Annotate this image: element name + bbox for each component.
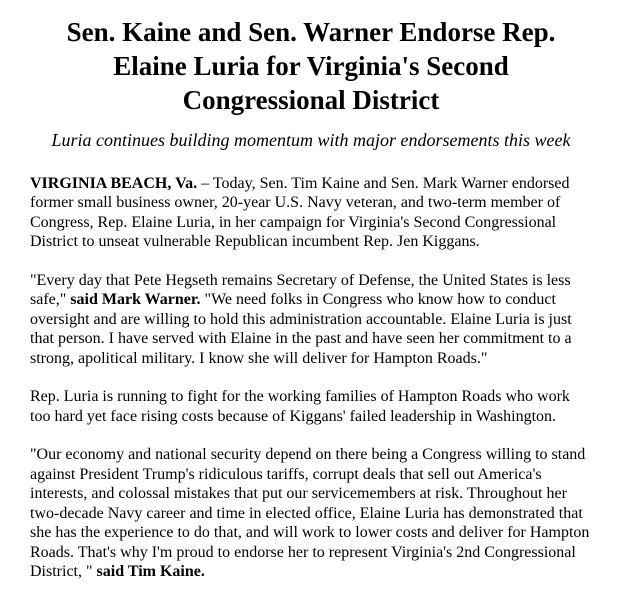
- subtitle: Luria continues building momentum with major endorsements this week: [51, 130, 571, 151]
- bold-text-run: said Tim Kaine.: [96, 563, 205, 581]
- text-run: "We need folks in Congress who know how to conduct oversight and are willing to hold this administration accountable. Elaine Luria is just that person. I have served with Elaine in the past and have seen her commitment to a strong, apolitical military. I know she will deliver for Hampton Roads.": [30, 291, 572, 367]
- text-run: Rep. Luria is running to fight for the working families of Hampton Roads who work too hard yet face rising costs because of Kiggans' failed leadership in Washington.: [30, 388, 570, 425]
- text-run: "Every day that Pete Hegseth remains Secretary of Defense, the United States is less safe,": [30, 271, 571, 309]
- article-body: [30, 174, 592, 582]
- bold-text-run: VIRGINIA BEACH, Va.: [30, 174, 198, 192]
- text-run: – Today, Sen. Tim Kaine and Sen. Mark Warner endorsed former small business owner, 20-year U.S. Navy veteran, and two-term member of Congress, Rep. Elaine Luria, in her campaign for Virginia's Second Congressional District to unseat vulnerable Republican incumbent Rep. Jen Kiggans.: [30, 174, 570, 251]
- text-run: "Our economy and national security depend on there being a Congress willing to stand against President Trump's ridiculous tariffs, corrupt deals that sell out America's interests, and colossal mistakes that put our servicemembers at risk. Throughout her two-decade Navy career and time in elected office, Elaine Luria has demonstrated that she has the experience to do that, and will work to lower costs and deliver for Hampton Roads. That's why I'm proud to endorse her to represent Virginia's 2nd Congressional District, ": [30, 446, 590, 581]
- body-paragraph: [30, 174, 592, 252]
- body-paragraph: [30, 445, 592, 582]
- body-paragraph: [30, 387, 592, 426]
- bold-text-run: said Mark Warner.: [70, 291, 201, 309]
- headline: Sen. Kaine and Sen. Warner Endorse Rep. Elaine Luria for Virginia's Second Congressional District: [66, 17, 556, 115]
- body-paragraph: [30, 271, 592, 369]
